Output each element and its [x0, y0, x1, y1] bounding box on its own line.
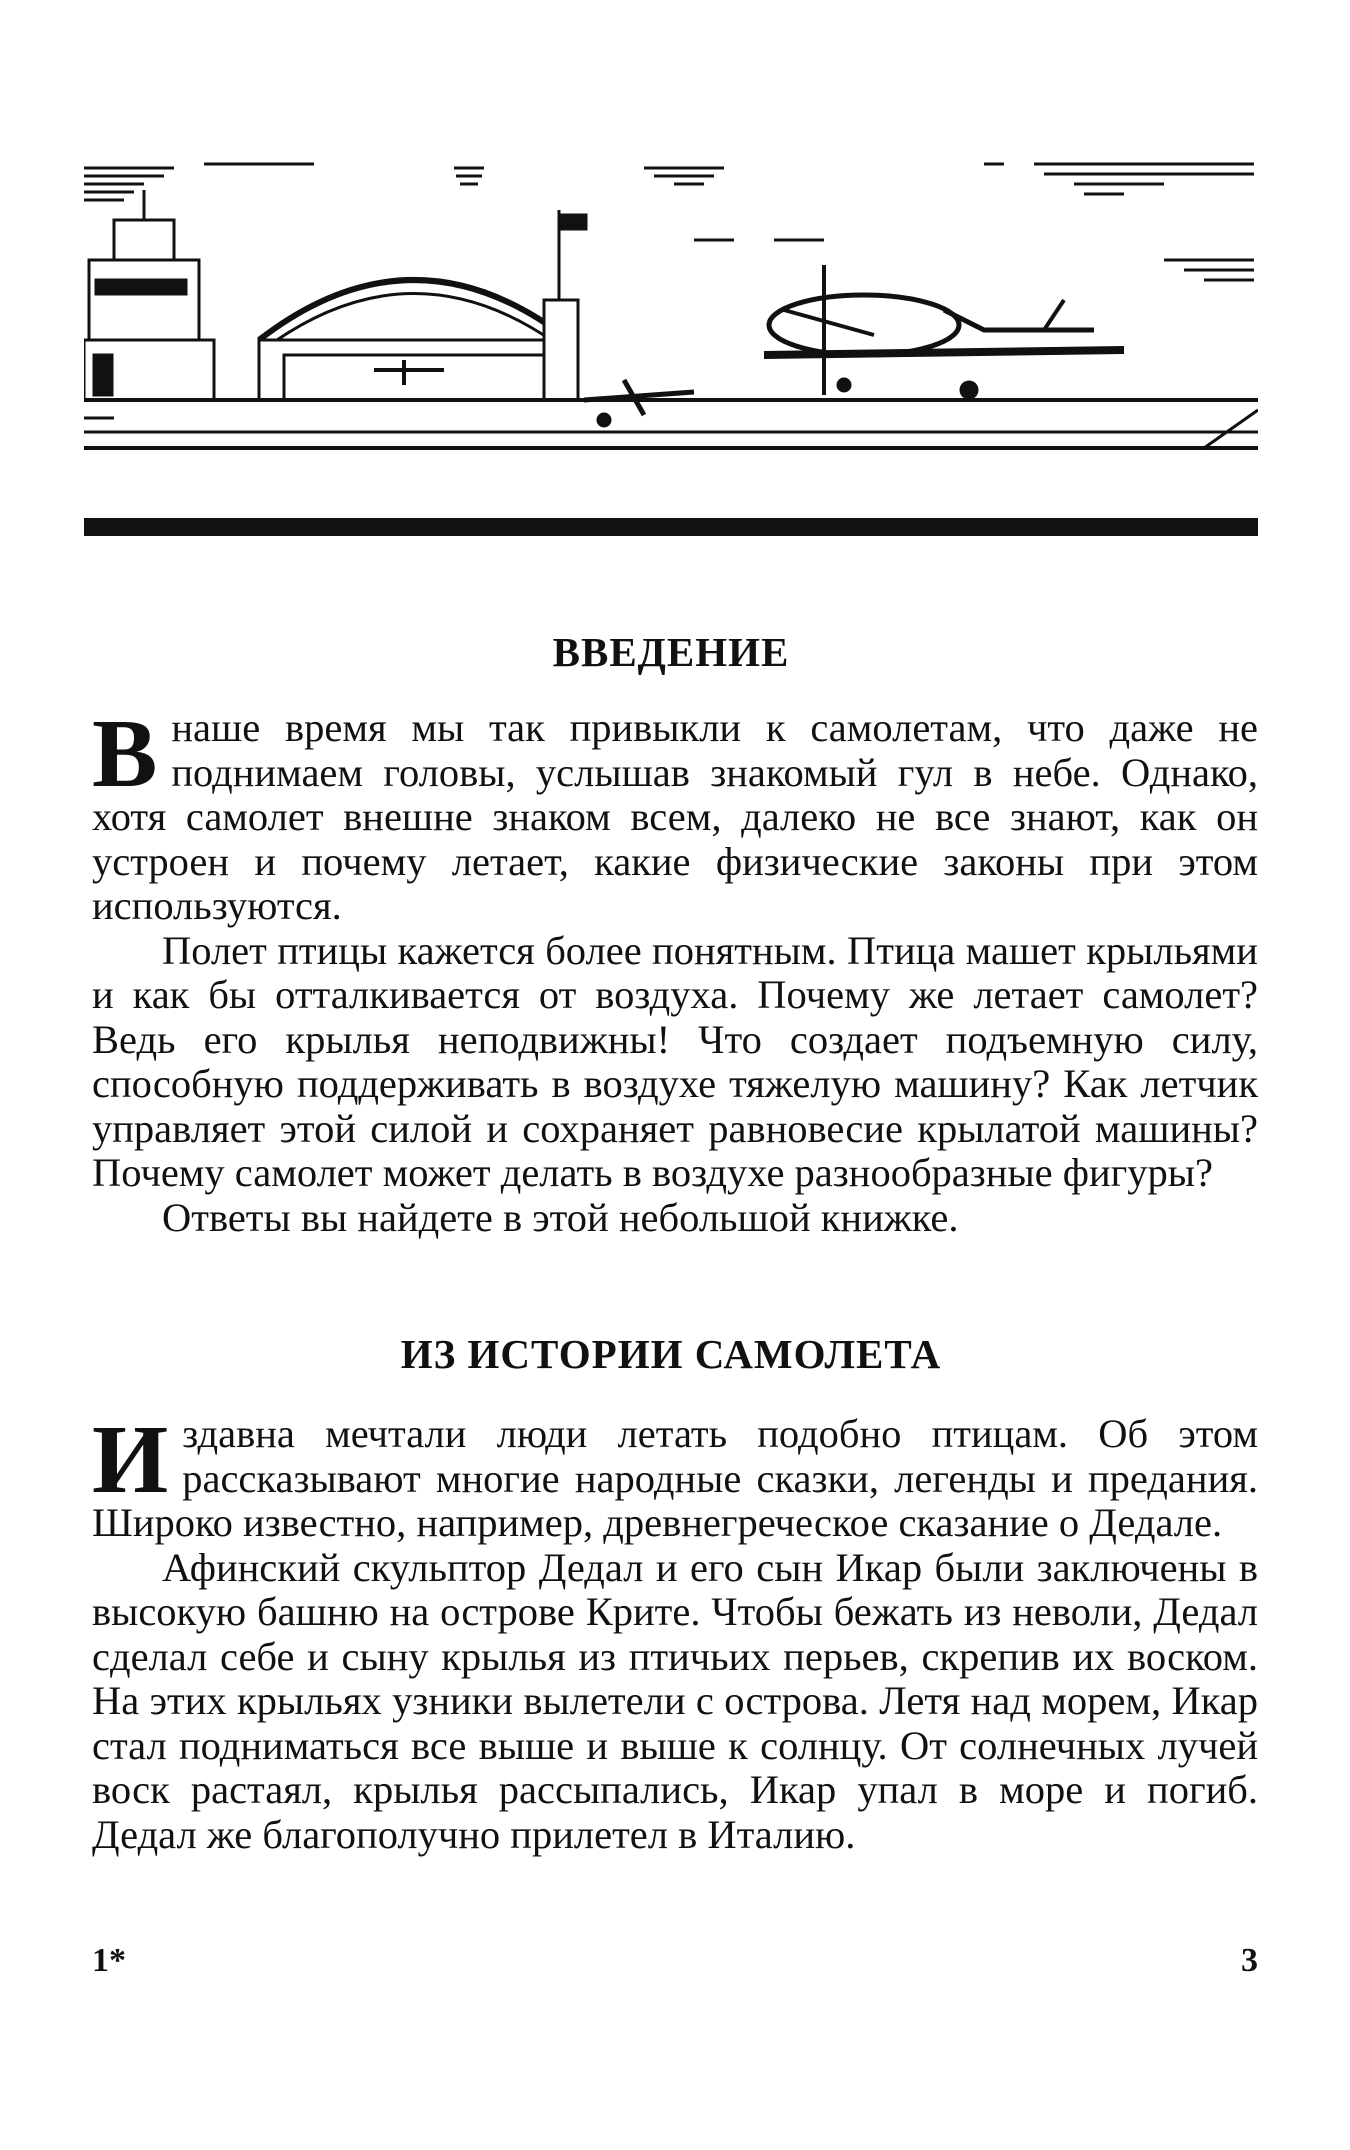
plane-large	[764, 265, 1124, 398]
intro-paragraph-2: Полет птицы кажется более понятным. Птица машет крыльями и как бы отталкивается от воздуха. Почему же летает самолет? Ведь его крылья неподвижны! Что создает подъемную силу, способную поддерживать в воздухе тяжелую машину? Как летчик управляет этой силой и сохраняет равновесие крылатой машины? Почему самолет может делать в воздухе разнообразные фигуры?	[92, 927, 1258, 1195]
history-paragraph-1-text: здавна мечтали люди летать подобно птицам. Об этом рассказывают многие народные сказки, легенды и предания. Широко известно, например, древнегреческое сказание о Дедале.	[92, 1411, 1258, 1545]
dropcap-i: И	[92, 1406, 169, 1514]
signature-mark: 1*	[92, 1942, 126, 1979]
intro-text	[92, 700, 1258, 1240]
history-title: ИЗ ИСТОРИИ САМОЛЕТА	[400, 1331, 942, 1377]
plane-mid	[584, 380, 694, 415]
intro-paragraph-1	[92, 700, 1258, 929]
bottom-band	[84, 518, 1258, 536]
history-paragraph-1	[92, 1406, 1258, 1546]
intro-paragraph-3: Ответы вы найдете в этой небольшой книжке.	[162, 1194, 959, 1240]
history-paragraph-2: Афинский скульптор Дедал и его сын Икар были заключены в высокую башню на острове Крите. Чтобы бежать из неволи, Дедал сделал себе и сыну крылья из птичьих перьев, скрепив их воском. На этих крыльях узники вылетели с острова. Летя над морем, Икар стал подниматься все выше и выше к солнцу. От солнечных лучей воск растаял, крылья рассыпались, Икар упал в море и погиб. Дедал же благополучно прилетел в Италию.	[92, 1544, 1258, 1857]
page-number: 3	[1241, 1942, 1258, 1979]
intro-paragraph-1-text: наше время мы так привыкли к самолетам, что даже не поднимаем головы, услышав знакомый гул в небе. Однако, хотя самолет внешне знаком всем, далеко не все знают, как он устроен и почему летает, какие физические законы при этом используются.	[92, 705, 1258, 928]
dropcap-v: В	[92, 700, 158, 808]
history-text	[92, 1406, 1258, 1857]
intro-title: ВВЕДЕНИЕ	[552, 629, 790, 675]
hangar	[259, 280, 569, 340]
airfield-illustration	[84, 160, 1258, 540]
